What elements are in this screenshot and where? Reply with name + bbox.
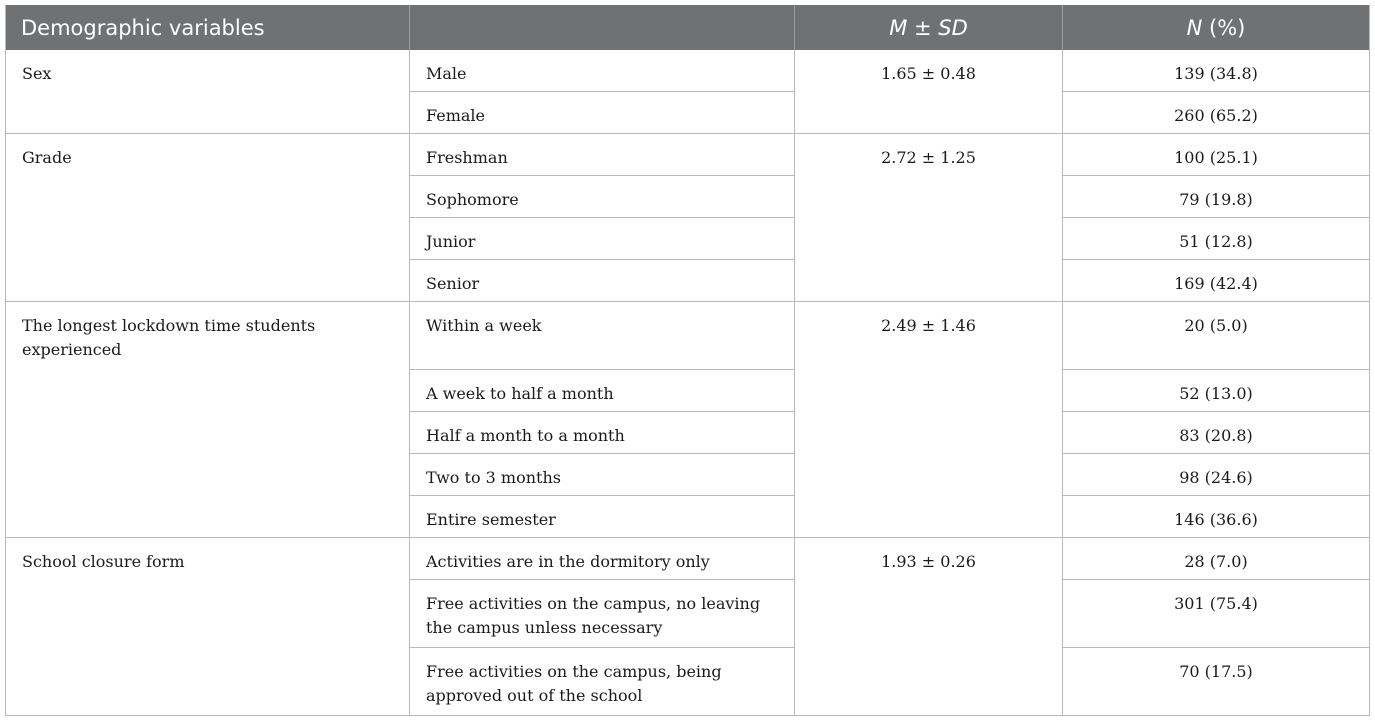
category-label: Sophomore: [410, 176, 795, 218]
n-percent-value: 169 (42.4): [1063, 260, 1370, 302]
category-label: Junior: [410, 218, 795, 260]
header-subcategory: [410, 5, 795, 50]
category-label: Activities are in the dormitory only: [410, 538, 795, 580]
category-label: Free activities on the campus, no leaving the campus unless necessary: [410, 580, 795, 648]
group-name: Grade: [6, 134, 410, 302]
header-demographic-variables: Demographic variables: [6, 5, 410, 50]
n-percent-value: 146 (36.6): [1063, 496, 1370, 538]
n-percent-value: 100 (25.1): [1063, 134, 1370, 176]
category-label: A week to half a month: [410, 370, 795, 412]
table-row: [6, 134, 1370, 176]
mean-sd-value: 1.65 ± 0.48: [795, 50, 1063, 134]
category-label: Two to 3 months: [410, 454, 795, 496]
n-percent-value: 301 (75.4): [1063, 580, 1370, 648]
mean-sd-value: 2.72 ± 1.25: [795, 134, 1063, 302]
category-label: Free activities on the campus, being approved out of the school: [410, 648, 795, 716]
n-percent-value: 139 (34.8): [1063, 50, 1370, 92]
group-name: School closure form: [6, 538, 410, 716]
header-pct: (%): [1209, 15, 1246, 40]
category-label: Senior: [410, 260, 795, 302]
table-row: [6, 50, 1370, 92]
n-percent-value: 28 (7.0): [1063, 538, 1370, 580]
category-label: Within a week: [410, 302, 795, 370]
header-m: M: [889, 15, 908, 40]
header-row: [6, 5, 1370, 50]
n-percent-value: 52 (13.0): [1063, 370, 1370, 412]
n-percent-value: 83 (20.8): [1063, 412, 1370, 454]
category-label: Freshman: [410, 134, 795, 176]
category-label: Entire semester: [410, 496, 795, 538]
header-mean-sd: [795, 5, 1063, 50]
table-row: [6, 538, 1370, 580]
n-percent-value: 98 (24.6): [1063, 454, 1370, 496]
mean-sd-value: 2.49 ± 1.46: [795, 302, 1063, 538]
header-n-percent: [1063, 5, 1370, 50]
n-percent-value: 70 (17.5): [1063, 648, 1370, 716]
mean-sd-value: 1.93 ± 0.26: [795, 538, 1063, 716]
n-percent-value: 260 (65.2): [1063, 92, 1370, 134]
header-n: N: [1186, 15, 1203, 40]
header-sd: SD: [938, 15, 968, 40]
group-name: Sex: [6, 50, 410, 134]
n-percent-value: 20 (5.0): [1063, 302, 1370, 370]
group-name: The longest lockdown time students experienced: [6, 302, 410, 538]
category-label: Female: [410, 92, 795, 134]
category-label: Half a month to a month: [410, 412, 795, 454]
table-row: [6, 302, 1370, 370]
n-percent-value: 51 (12.8): [1063, 218, 1370, 260]
n-percent-value: 79 (19.8): [1063, 176, 1370, 218]
category-label: Male: [410, 50, 795, 92]
header-pm: ±: [914, 15, 932, 40]
demographics-table: [5, 5, 1370, 716]
